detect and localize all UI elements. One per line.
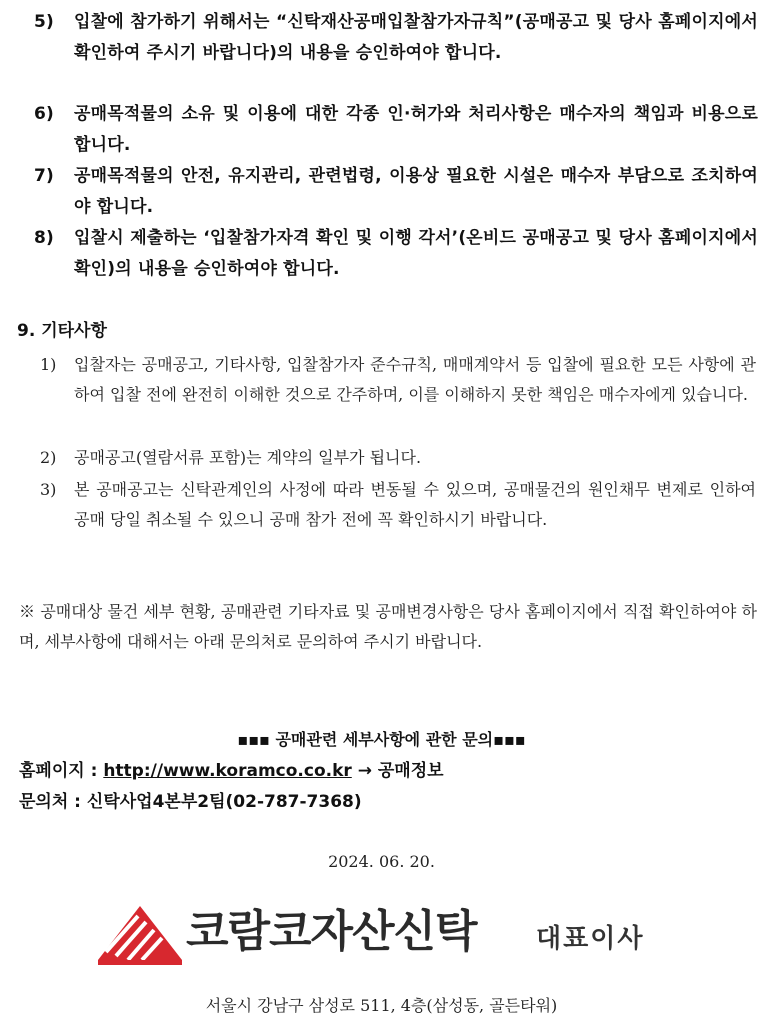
item-text: 입찰에 참가하기 위해서는 “신탁재산공매입찰참가자규칙”(공매공고 및 당사 홈페이지에서 확인하여 주시기 바랍니다)의 내용을 승인하여야 합니다. xyxy=(74,12,758,63)
list-item xyxy=(34,223,758,285)
contact-heading: ▪▪▪ 공매관련 세부사항에 관한 문의▪▪▪ xyxy=(237,730,526,749)
homepage-suffix: → 공매정보 xyxy=(351,761,444,781)
homepage-link[interactable]: http://www.koramco.co.kr xyxy=(103,761,352,781)
homepage-line xyxy=(19,757,444,785)
item-text: 본 공매공고는 신탁관계인의 사정에 따라 변동될 수 있으며, 공매물건의 원인채무 변제로 인하여 공매 당일 취소될 수 있으니 공매 참가 전에 꼭 확인하시기 바랍니다. xyxy=(74,480,756,529)
note-paragraph: ※ 공매대상 물건 세부 현황, 공매관련 기타자료 및 공매변경사항은 당사 홈페이지에서 직접 확인하여야 하며, 세부사항에 대해서는 아래 문의처로 문의하여 주시기 바랍니다. xyxy=(19,602,757,651)
logo-text: 코람코자산신탁 xyxy=(186,906,477,957)
item-text: 공매목적물의 안전, 유지관리, 관련법령, 이용상 필요한 시설은 매수자 부담으로 조치하여야 합니다. xyxy=(74,166,758,217)
item-number: 6) xyxy=(34,104,54,124)
document-date: 2024. 06. 20. xyxy=(328,852,435,871)
item-number: 2) xyxy=(40,448,57,467)
list-item xyxy=(34,161,758,223)
item-number: 3) xyxy=(40,480,57,499)
list-item xyxy=(40,350,756,410)
item-number: 5) xyxy=(34,12,54,32)
list-item xyxy=(40,443,756,473)
item-text: 공매목적물의 소유 및 이용에 대한 각종 인·허가와 처리사항은 매수자의 책임과 비용으로 합니다. xyxy=(74,104,758,155)
item-number: 7) xyxy=(34,166,54,186)
item-number: 1) xyxy=(40,355,57,374)
list-item xyxy=(34,7,758,69)
homepage-label: 홈페이지 : xyxy=(19,761,104,781)
item-text: 입찰자는 공매공고, 기타사항, 입찰참가자 준수규칙, 매매계약서 등 입찰에 필요한 모든 사항에 관하여 입찰 전에 완전히 이해한 것으로 간주하며, 이를 이해하지 못한 책임은 매수자에게 있습니다. xyxy=(74,355,756,404)
item-number: 8) xyxy=(34,228,54,248)
list-item xyxy=(34,99,758,161)
company-logo xyxy=(98,900,498,968)
inquiry-line: 문의처 : 신탁사업4본부2팀(02-787-7368) xyxy=(19,792,362,812)
section-title: 9. 기타사항 xyxy=(17,321,107,341)
item-text: 공매공고(열람서류 포함)는 계약의 일부가 됩니다. xyxy=(74,448,422,467)
ceo-title: 대표이사 xyxy=(536,924,645,954)
item-text: 입찰시 제출하는 ‘입찰참가자격 확인 및 이행 각서’(온비드 공매공고 및 당사 홈페이지에서 확인)의 내용을 승인하여야 합니다. xyxy=(74,228,758,279)
list-item xyxy=(40,475,756,535)
logo-mark-icon xyxy=(98,904,182,966)
company-address: 서울시 강남구 삼성로 511, 4층(삼성동, 골든타워) xyxy=(205,996,558,1015)
